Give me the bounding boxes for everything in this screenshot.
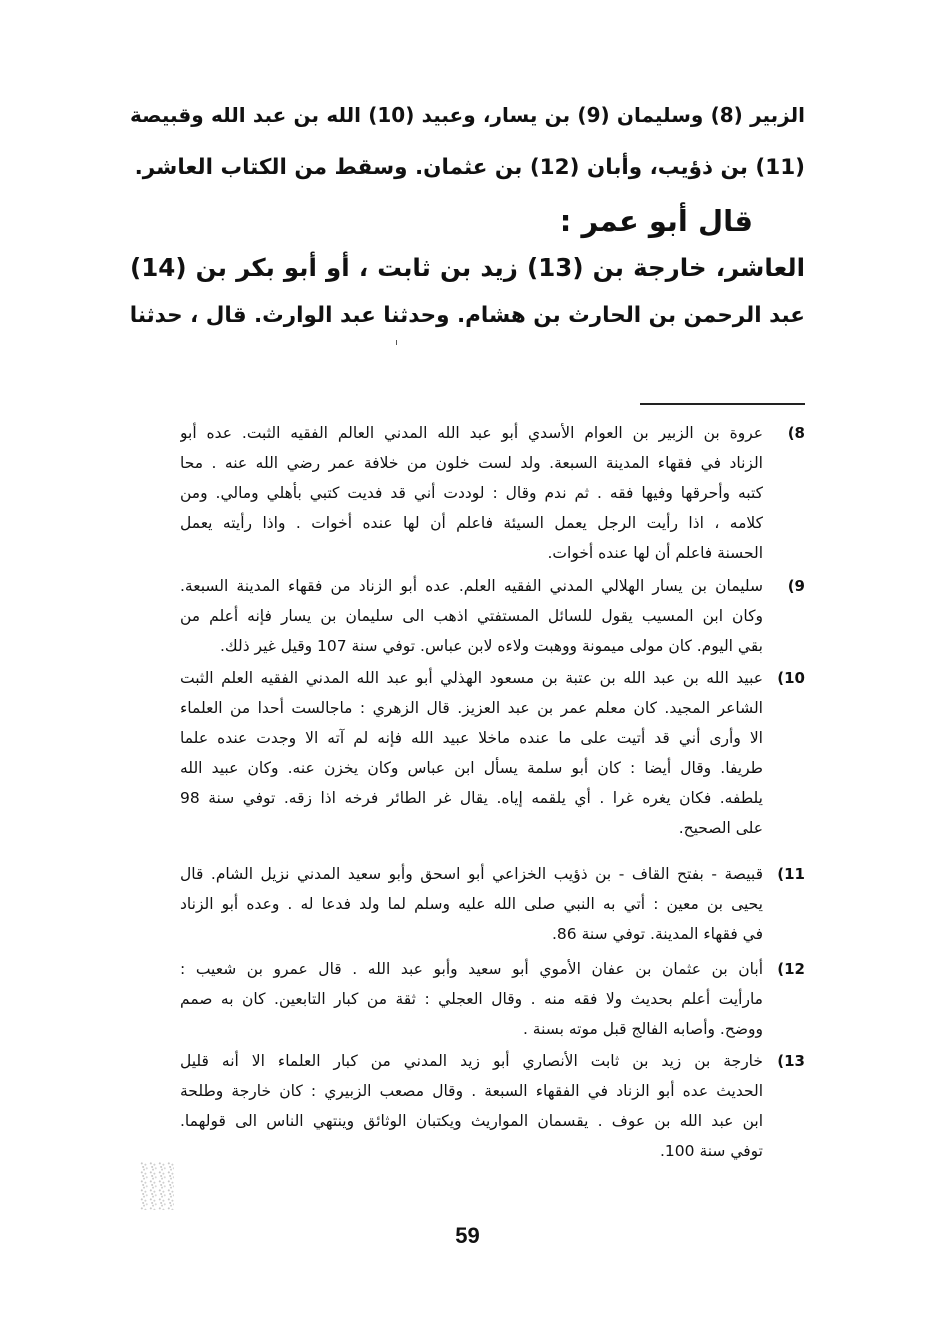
footnote-number: (11 [777, 865, 805, 883]
footnote-line: طريفا. وقال أيضا : كان أبو سلمة يسأل ابن عباس وكان يخزن عنه. وكان عبيد الله [180, 759, 763, 777]
footnote-line: عروة بن الزبير بن العوام الأسدي أبو عبد الله المدني العالم الفقيه الثبت. عده أبو [180, 424, 763, 442]
footnote-text [180, 663, 763, 843]
footnote-line: بقي اليوم. كان مولى ميمونة ووهبت ولاءه لابن عباس. توفي سنة 107 وقيل غير ذلك. [219, 637, 763, 655]
footnote-line: قبيصة - بفتح القاف - بن ذؤيب الخزاعي أبو اسحق وأبو سعيد المدني نزيل الشام. قال [180, 865, 763, 883]
footnote-line: خارجة بن زيد بن ثابت الأنصاري أبو زيد المدني من كبار العلماء الا أنه قليل [180, 1052, 763, 1070]
footnote-line: الا وأرى أني قد أتيت على ما عنده ماخلا عبيد الله فإنه لم آته الا وجدت عنده علما [180, 729, 763, 747]
footnote-line: في فقهاء المدينة. توفي سنة 86. [551, 925, 763, 943]
scan-mark [396, 340, 397, 345]
footnote-line: يلطفه. فكان يغره غرا . أي يلقمه إياه. يقال غر الطائر فرخه اذا زقه. توفي سنة 98 [180, 789, 763, 807]
footnote-line: الزناد في فقهاء المدينة السبعة. ولد لست خلون من خلافة عمر رضي الله عنه . محا [180, 454, 763, 472]
footnote-line: عبيد الله بن عبد الله بن عتبة بن مسعود الهذلي أبو عبد الله المدني الفقيه العلم الثبت [180, 669, 763, 687]
footnote-line: ابن عبد الله بن عوف . يقسمان المواريث ويكتبان الوثائق وينتهي الناس الى قولهما. [180, 1112, 763, 1130]
footnote-text [180, 859, 763, 949]
footnote-line: توفي سنة 100. [659, 1142, 763, 1160]
footnote-separator [640, 403, 805, 405]
footnote-line: كلامه ، اذا رأيت الرجل يعمل السيئة فاعلم أن لها عنده أخوات . واذا رأيته يعمل [180, 514, 763, 532]
footnote-line: وكان ابن المسيب يقول للسائل المستفتي اذهب الى سليمان بن يسار فإنه أعلم من [180, 607, 763, 625]
main-text-line-3: العاشر، خارجة بن (13) زيد بن ثابت ، أو أبو بكر بن (14) [130, 253, 805, 282]
footnote-number: (13 [777, 1052, 805, 1070]
main-text-line-2: (11) بن ذؤيب، وأبان (12) بن عثمان. وسقط من الكتاب العاشر. [134, 155, 805, 180]
page-number: 59 [455, 1223, 480, 1248]
footnote-line: كتبه وأحرقها وفيها فقه . ثم ندم وقال : لوددت أني قد فديت كتبي بأهلي ومالي. ومن [180, 484, 763, 502]
footnote-line: الشاعر المجيد. كان معلم عمر بن عبد العزيز. قال الزهري : ماجالست أحدا من العلماء [180, 699, 763, 717]
section-heading: قال أبو عمر : [559, 204, 753, 238]
footnote-text [180, 571, 763, 661]
main-text-line-1: الزبير (8) وسليمان (9) بن يسار، وعبيد (10) الله بن عبد الله وقبيصة [130, 103, 805, 127]
footnote-line: أبان بن عثمان بن عفان الأموي أبو سعيد وأبو عبد الله . قال عمرو بن شعيب : [180, 960, 763, 978]
footnote-line: ووضح. وأصابه الفالج قبل موته بسنة . [522, 1020, 763, 1038]
footnote-number: (12 [777, 960, 805, 978]
footnote-line: الحسنة فاعلم أن لها عنده أخوات. [547, 544, 763, 562]
footnote-line: يحيى بن معين : أتي به النبي صلى الله عليه وسلم لما ولد فدعا له . وعده أبو الزناد [180, 895, 763, 913]
footnote-line: على الصحيح. [678, 819, 763, 837]
footnote-number: (8 [787, 424, 805, 442]
footnote-text [180, 1046, 763, 1166]
footnote-text [180, 418, 763, 568]
main-text-line-4: عبد الرحمن بن الحارث بن هشام. وحدثنا عبد الوارث. قال ، حدثنا [129, 303, 805, 328]
footnote-text [180, 954, 763, 1044]
footnote-line: الحديث عده أبو الزناد في الفقهاء السبعة . وقال مصعب الزبيري : كان خارجة وطلحة [180, 1082, 763, 1100]
footnote-line: سليمان بن يسار الهلالي المدني الفقيه العلم. عده أبو الزناد من فقهاء المدينة السبعة. [180, 577, 763, 595]
footnote-number: (9 [787, 577, 805, 595]
footnote-number: (10 [777, 669, 805, 687]
scan-speckle [140, 1162, 174, 1210]
footnote-line: مارأيت أعلم بحديث ولا فقه منه . وقال العجلي : ثقة من كبار التابعين. كان به صمم [180, 990, 763, 1008]
